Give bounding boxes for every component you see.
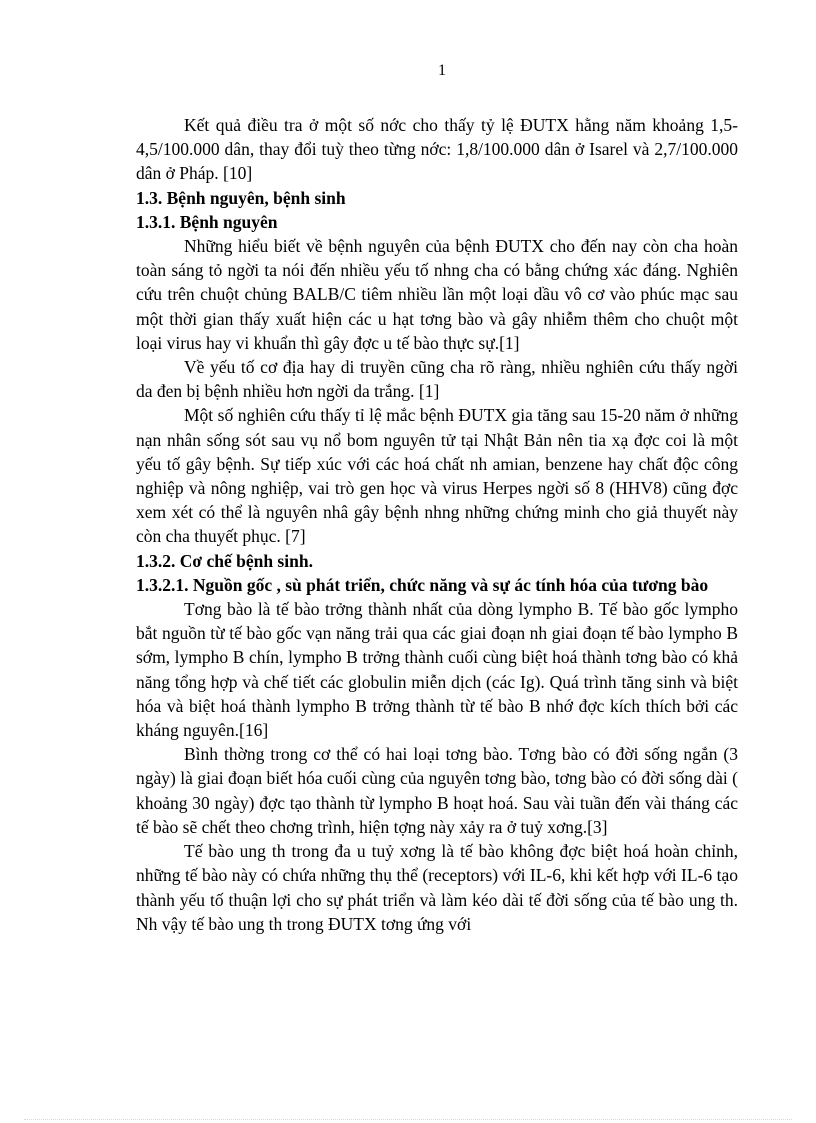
paragraph: Những hiểu biết về bệnh nguyên của bệnh ĐUTX cho đến nay còn cha hoàn toàn sáng tỏ ngời ta nói đến nhiều yếu tố nhng cha có bằng chứng xác đáng. Nghiên cứu trên chuột chủng BALB/C tiêm nhiều lần một loại dầu vô cơ vào phúc mạc sau một thời gian thấy xuất hiện các u hạt tơng bào và gây nhiễm thêm cho chuột một loại virus hay vi khuẩn thì gây đợc u tế bào thực sự.[1] — [136, 236, 738, 353]
paragraph: Một số nghiên cứu thấy tỉ lệ mắc bệnh ĐUTX gia tăng sau 15-20 năm ở những nạn nhân sống sót sau vụ nổ bom nguyên tử tại Nhật Bản nên tia xạ đợc coi là một yếu tố gây bệnh. Sự tiếp xúc với các hoá chất nh amian, benzene hay chất độc công nghiệp và nông nghiệp, vai trò gen học và virus Herpes ngời số 8 (HHV8) cũng đợc xem xét có thể là nguyên nhâ gây bệnh nhng những chứng minh cho giả thuyết này còn cha thuyết phục. [7] — [136, 405, 738, 547]
subsubsection-heading: 1.3.2.1. Nguồn gốc , sù phát triển, chức năng và sự ác tính hóa của tương bào — [136, 574, 709, 595]
paragraph: Về yếu tố cơ địa hay di truyền cũng cha rõ ràng, nhiều nghiên cứu thấy ngời da đen bị bệnh nhiều hơn ngời da trắng. [1] — [136, 357, 738, 402]
paragraph: Tơng bào là tế bào trởng thành nhất của dòng lympho B. Tế bào gốc lympho bắt nguồn từ tế bào gốc vạn năng trải qua các giai đoạn nh giai đoạn tế bào lympho B sớm, lympho B chín, lympho B trởng thành cuối cùng biệt hoá thành tơng bào có khả năng tổng hợp và chế tiết các globulin miễn dịch (các Ig). Quá trình tăng sinh và biệt hóa và biệt hoá thành lympho B trởng thành từ tế bào B nhớ đợc kích thích bởi các kháng nguyên.[16] — [136, 599, 738, 741]
page-number: 1 — [438, 62, 446, 79]
paragraph: Tế bào ung th trong đa u tuỷ xơng là tế bào không đợc biệt hoá hoàn chỉnh, những tế bào này có chứa những thụ thể (receptors) với IL-6, khi kết hợp với IL-6 tạo thành yếu tố thuận lợi cho sự phát triển và làm kéo dài tế đời sống của tế bào ung th. Nh vậy tế bào ung th trong ĐUTX tơng ứng với — [136, 841, 738, 934]
page-bottom-divider — [24, 1119, 792, 1120]
paragraph: Kết quả điều tra ở một số nớc cho thấy tỷ lệ ĐUTX hằng năm khoảng 1,5-4,5/100.000 dân, thay đổi tuỳ theo từng nớc: 1,8/100.000 dân ở Isarel và 2,7/100.000 dân ở Pháp. [10] — [136, 115, 738, 184]
page-body — [136, 113, 738, 936]
subsection-heading: 1.3.1. Bệnh nguyên — [136, 211, 278, 232]
paragraph: Bình thờng trong cơ thể có hai loại tơng bào. Tơng bào có đời sống ngắn (3 ngày) là giai đoạn biết hóa cuối cùng của nguyên tơng bào, tơng bào có đời sống dài ( khoảng 30 ngày) đợc tạo thành từ lympho B hoạt hoá. Sau vài tuần đến vài tháng các tế bào sẽ chết theo chơng trình, hiện tợng này xảy ra ở tuỷ xơng.[3] — [136, 744, 738, 837]
subsection-heading: 1.3.2. Cơ chế bệnh sinh. — [136, 550, 313, 571]
section-heading: 1.3. Bệnh nguyên, bệnh sinh — [136, 187, 346, 208]
